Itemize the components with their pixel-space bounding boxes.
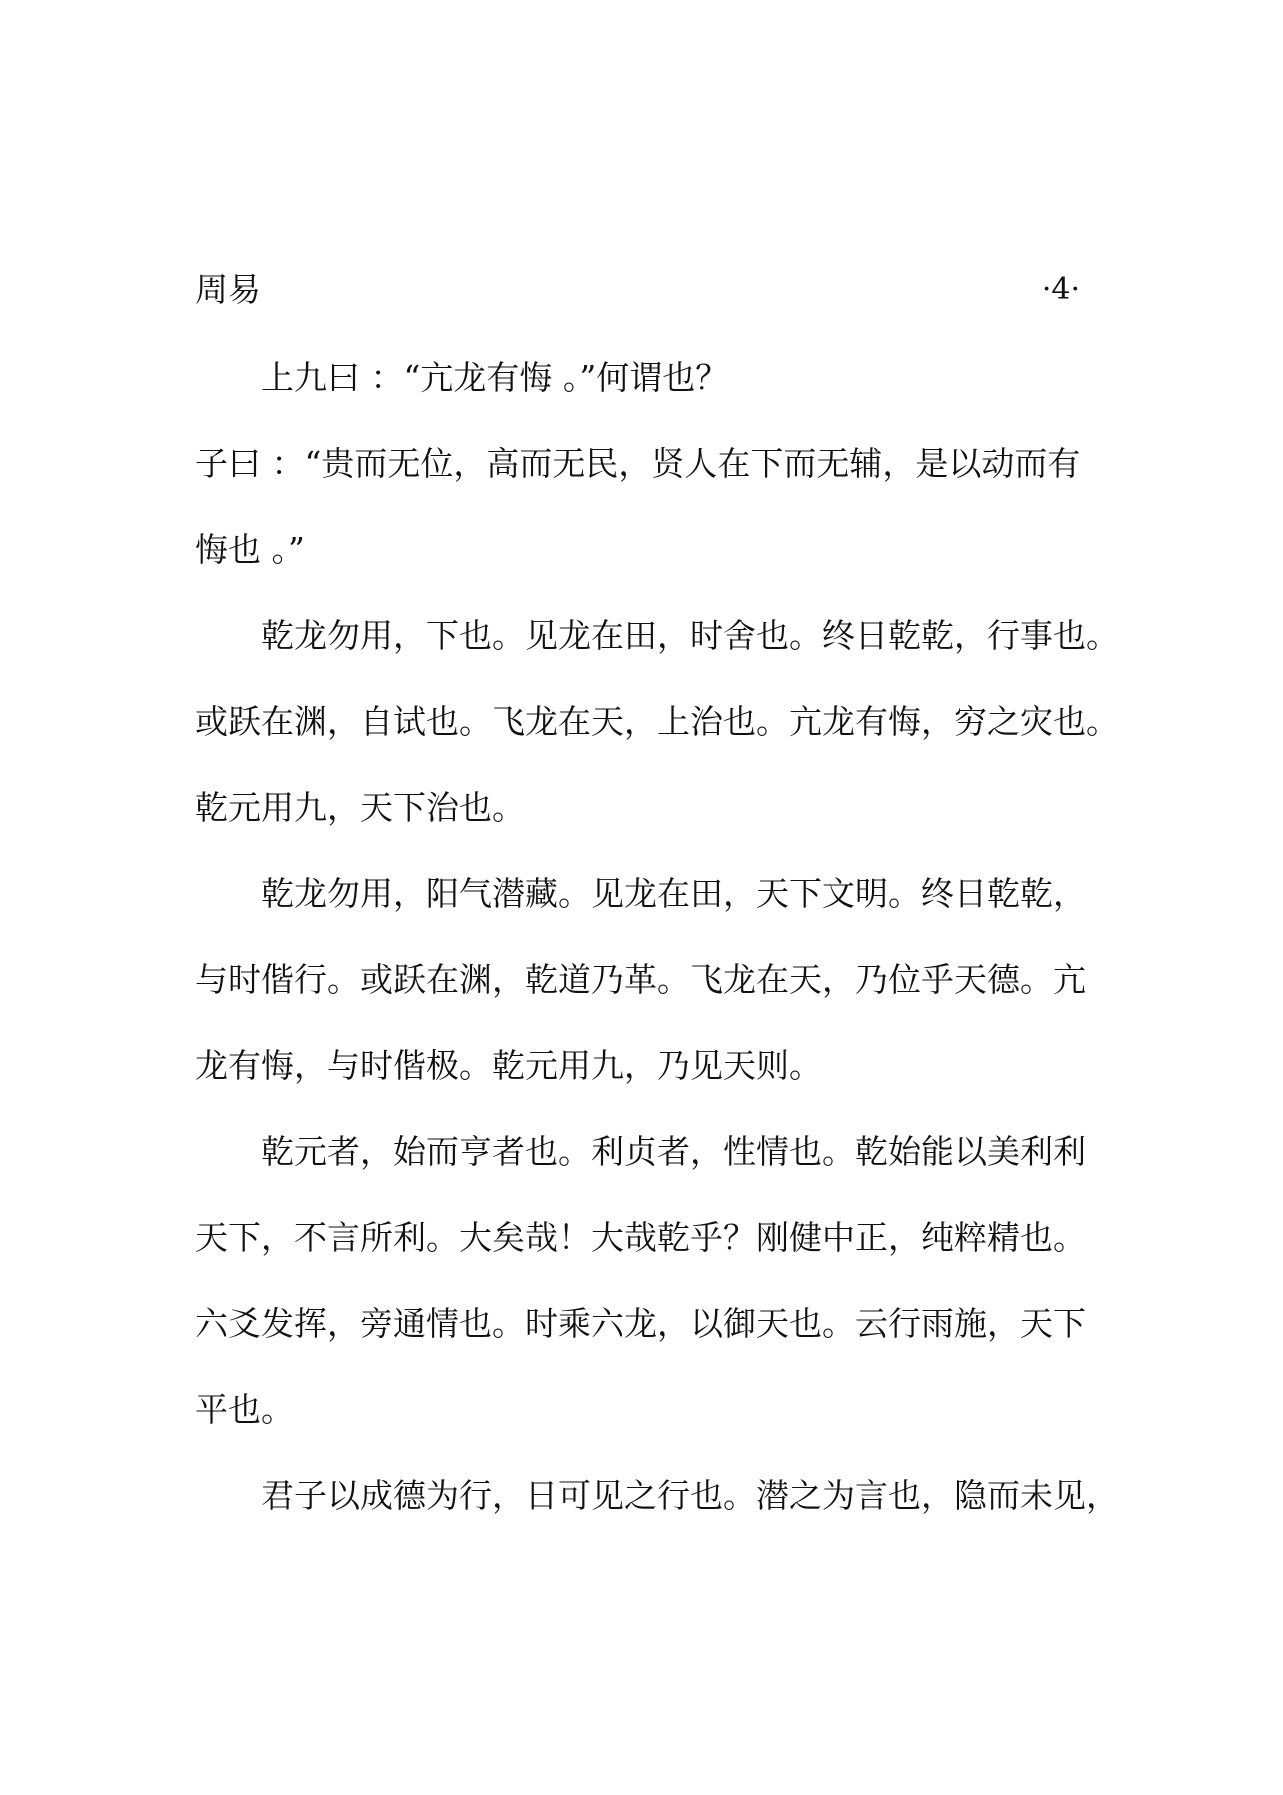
text-line: 悔也 。” xyxy=(195,530,305,569)
text-line: 上九曰 ：“亢龙有悔 。”何谓也？ xyxy=(261,358,729,397)
page-header xyxy=(195,265,1080,315)
page-number: ·4· xyxy=(1041,272,1080,307)
text-line: 乾元者，始而亨者也。利贞者，性情也。乾始能以美利利 xyxy=(261,1132,1086,1171)
text-line: 君子以成德为行，日可见之行也。潜之为言也，隐而未见， xyxy=(261,1476,1119,1515)
book-title: 周易 xyxy=(195,270,261,309)
text-line: 龙有悔，与时偕极。乾元用九，乃见天则。 xyxy=(195,1046,822,1085)
text-line: 乾龙勿用，阳气潜藏。见龙在田，天下文明。终日乾乾， xyxy=(261,874,1086,913)
text-line: 六爻发挥，旁通情也。时乘六龙，以御天也。云行雨施，天下 xyxy=(195,1304,1086,1343)
text-line: 平也。 xyxy=(195,1390,294,1429)
text-line: 天下，不言所利。大矣哉！大哉乾乎？刚健中正，纯粹精也。 xyxy=(195,1218,1086,1257)
text-line: 乾龙勿用，下也。见龙在田，时舍也。终日乾乾，行事也。 xyxy=(261,616,1119,655)
text-line: 与时偕行。或跃在渊，乾道乃革。飞龙在天，乃位乎天德。亢 xyxy=(195,960,1086,999)
text-line: 子曰 ：“贵而无位，高而无民，贤人在下而无辅，是以动而有 xyxy=(195,444,1081,483)
text-line: 乾元用九，天下治也。 xyxy=(195,788,525,827)
text-line: 或跃在渊，自试也。飞龙在天，上治也。亢龙有悔，穷之灾也。 xyxy=(195,702,1119,741)
body-text xyxy=(195,348,1119,1552)
